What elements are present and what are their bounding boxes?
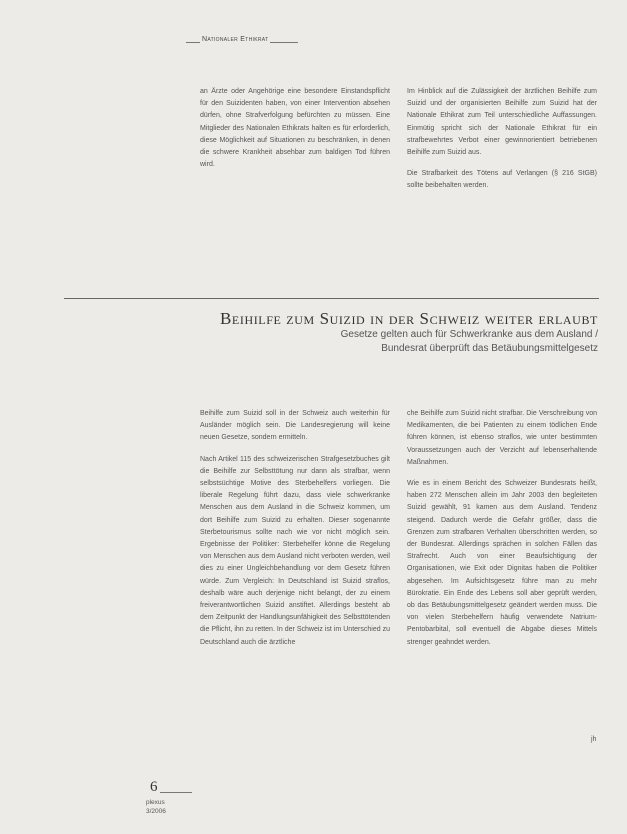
journal-info <box>146 798 166 816</box>
article-subtitle <box>220 328 598 356</box>
journal-name: plexus <box>146 799 165 806</box>
paragraph: che Beihilfe zum Suizid nicht strafbar. Die Verschreibung von Medikamenten, die bei Patienten zu einem tödlichen Ende führen können, ist ebenso straflos, wie unter bestimmten Voraussetzungen auch der Verzicht auf lebenserhaltende Maßnahmen. <box>407 410 597 466</box>
running-title: Nationaler Ethikrat <box>202 36 269 43</box>
journal-issue: 3/2006 <box>146 808 166 815</box>
paragraph: an Ärzte oder Angehörige eine besondere Einstandspflicht für den Suizidenten haben, von einer Intervention absehen dürfen, ohne Strafverfolgung befürchten zu müssen. Eine Mitglieder des Nationalen Ethikrats halten es für erforderlich, diese Möglichkeit auf Situationen zu beschränken, in denen die schwere Krankheit absehbar zum baldigen Tod führen wird. <box>200 88 390 169</box>
article-right-column <box>407 408 597 658</box>
author-initials: jh <box>591 736 597 743</box>
page-number-rule <box>160 792 192 793</box>
subtitle-line: Gesetze gelten auch für Schwerkranke aus dem Ausland / <box>340 329 598 340</box>
article-title: Beihilfe zum Suizid in der Schweiz weiter erlaubt <box>219 309 598 328</box>
page-number: 6 <box>150 779 158 795</box>
article-left-column <box>200 408 390 658</box>
top-right-column <box>407 86 597 202</box>
paragraph: Im Hinblick auf die Zulässigkeit der ärztlichen Beihilfe zum Suizid und der organisierten Beihilfe zum Suizid hat der Nationale Ethikrat zum Teil unterschiedliche Auffassungen. Einmütig spricht sich der Nationale Ethikrat für ein strafbewehrtes Verbot einer gewinnorientiert betriebenen Beihilfe zum Suizid aus. <box>407 88 597 157</box>
paragraph: Wie es in einem Bericht des Schweizer Bundesrats heißt, haben 272 Menschen allein im Jahr 2003 den begleiteten Suizid gewählt, 91 kamen aus dem Ausland. Tendenz steigend. Dadurch werde die Gefahr größer, dass die Grenzen zum strafbaren Verhalten überschritten werden, so der Bundesrat. Allerdings sprächen in solchen Fällen das Strafrecht. Auch von einer Beaufsichtigung der Organisationen, wie Exit oder Dignitas haben die Politiker abgesehen. Im Aufsichtsgesetz führe man zu mehr Bürokratie. Ein Ende des Lebens soll aber geprüft werden, ob das Betäubungsmittelgesetz geändert werden muss. Die von vielen Sterbehelfern häufig verwendete Natrium-Pentobarbital, soll eventuell die Abgabe dieses Mittels strenger geahndet werden. <box>407 480 597 646</box>
subtitle-line: Bundesrat überprüft das Betäubungsmittelgesetz <box>381 343 598 354</box>
top-left-column <box>200 86 390 180</box>
section-divider <box>64 298 599 299</box>
paragraph: Nach Artikel 115 des schweizerischen Strafgesetzbuches gilt die Beihilfe zur Selbsttötung nur dann als strafbar, wenn selbstsüchtige Motive des Sterbehelfers vorliegen. Die liberale Regelung führt dazu, dass viele schwerkranke Menschen aus dem Ausland in die Schweiz kommen, um dort Beihilfe zum Suizid zu erhalten. Dieser sogenannte Sterbetourismus sollte nach wie vor nicht möglich sein. Ergebnisse der Politiker: Sterbehelfer könne die Regelung von Menschen aus dem Ausland nicht verboten werden, weil dies zu einer Ungleichbehandlung vor dem Gesetz führen würde. Zum Vergleich: In Deutschland ist Suizid straflos, deshalb wäre auch derjenige nicht belangt, der zu einem freiverantwortlichen Suizid anstiftet. Allerdings besteht ab dem Zeitpunkt der Handlungsunfähigkeit des Selbsttötenden die Pflicht, ihn zu retten. In der Schweiz ist im Unterschied zu Deutschland auch die ärztliche <box>200 455 390 646</box>
paragraph: Die Strafbarkeit des Tötens auf Verlangen (§ 216 StGB) sollte beibehalten werden. <box>407 170 597 190</box>
paragraph: Beihilfe zum Suizid soll in der Schweiz auch weiterhin für Ausländer möglich sein. Die Landesregierung will keine neuen Gesetze, sondern ermitteln. <box>200 410 390 442</box>
